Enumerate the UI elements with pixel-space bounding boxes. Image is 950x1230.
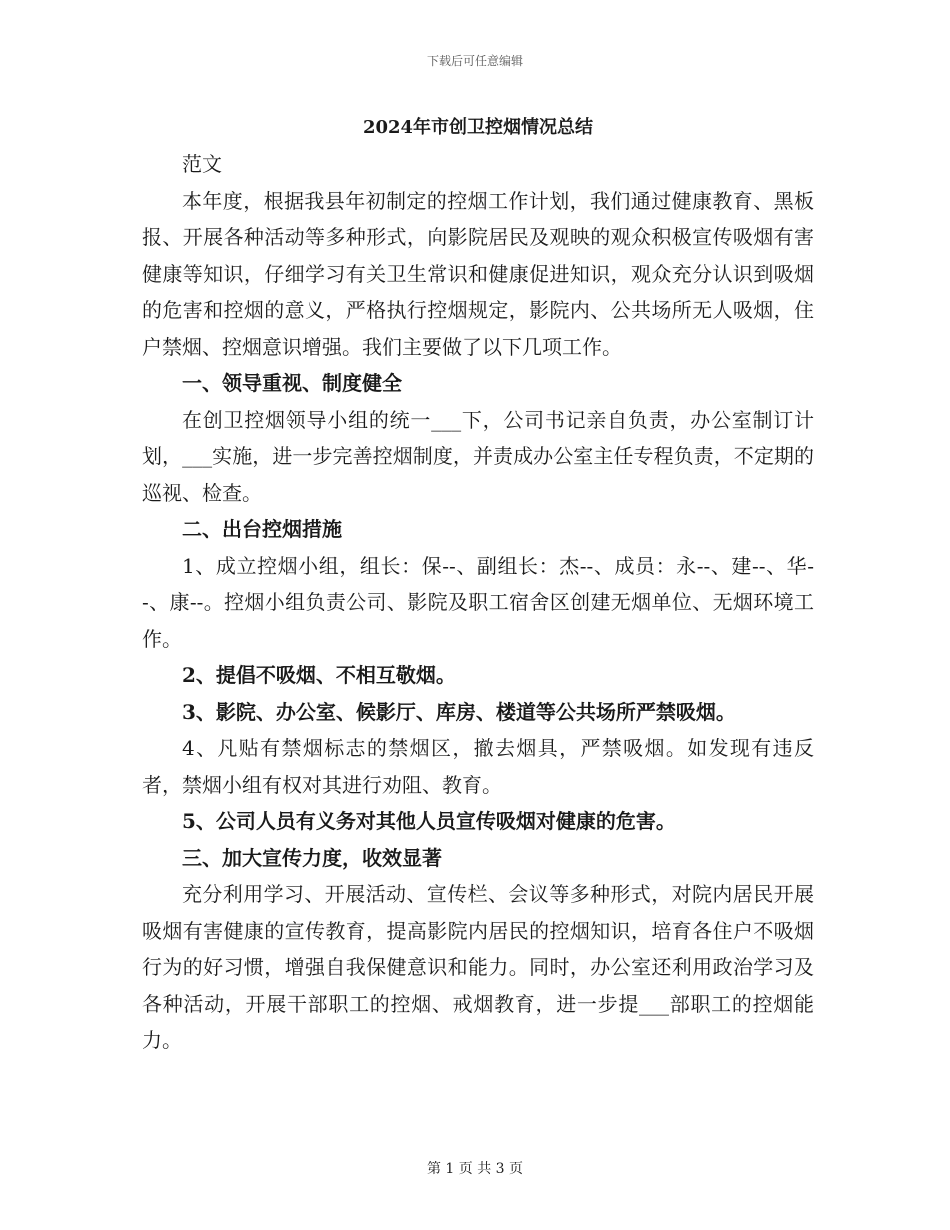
document-body xyxy=(142,112,814,1059)
paragraph-measure-3: 3、影院、办公室、候影厅、库房、楼道等公共场所严禁吸烟。 xyxy=(182,699,736,724)
paragraph-measure-1: 1、成立控烟小组，组长：保--、副组长：杰--、成员：永--、建--、华--、康--。控烟小组负责公司、影院及职工宿舍区创建无烟单位、无烟环境工作。 xyxy=(142,553,814,651)
section-heading-1: 一、领导重视、制度健全 xyxy=(182,371,402,395)
paragraph-intro: 本年度，根据我县年初制定的控烟工作计划，我们通过健康教育、黑板报、开展各种活动等多种形式，向影院居民及观映的观众积极宣传吸烟有害健康等知识，仔细学习有关卫生常识和健康促进知识，观众充分认识到吸烟的危害和控烟的意义，严格执行控烟规定，影院内、公共场所无人吸烟，住户禁烟、控烟意识增强。我们主要做了以下几项工作。 xyxy=(142,188,814,359)
paragraph-measure-2: 2、提倡不吸烟、不相互敬烟。 xyxy=(182,663,456,687)
paragraph-leadership: 在创卫控烟领导小组的统一___下，公司书记亲自负责，办公室制订计划，___实施，进一步完善控烟制度，并责成办公室主任专程负责，不定期的巡视、检查。 xyxy=(142,407,814,505)
paragraph-measure-4: 4、凡贴有禁烟标志的禁烟区，撤去烟具，严禁吸烟。如发现有违反者，禁烟小组有权对其进行劝阻、教育。 xyxy=(142,736,814,797)
section-heading-2: 二、出台控烟措施 xyxy=(182,517,342,541)
paragraph-measure-5: 5、公司人员有义务对其他人员宣传吸烟对健康的危害。 xyxy=(182,809,676,833)
section-heading-3: 三、加大宣传力度，收效显著 xyxy=(182,845,442,870)
page-number: 第 1 页 共 3 页 xyxy=(426,1161,524,1177)
header-note: 下载后可任意编辑 xyxy=(426,54,523,68)
paragraph-publicity: 充分利用学习、开展活动、宣传栏、会议等多种形式，对院内居民开展吸烟有害健康的宣传教育，提高影院内居民的控烟知识，培育各住户不吸烟行为的好习惯，增强自我保健意识和能力。同时，办公室还利用政治学习及各种活动，开展干部职工的控烟、戒烟教育，进一步提___部职工的控烟能力。 xyxy=(142,882,814,1052)
document-title: 2024年市创卫控烟情况总结 xyxy=(362,117,594,138)
document-subtitle: 范文 xyxy=(182,152,222,176)
